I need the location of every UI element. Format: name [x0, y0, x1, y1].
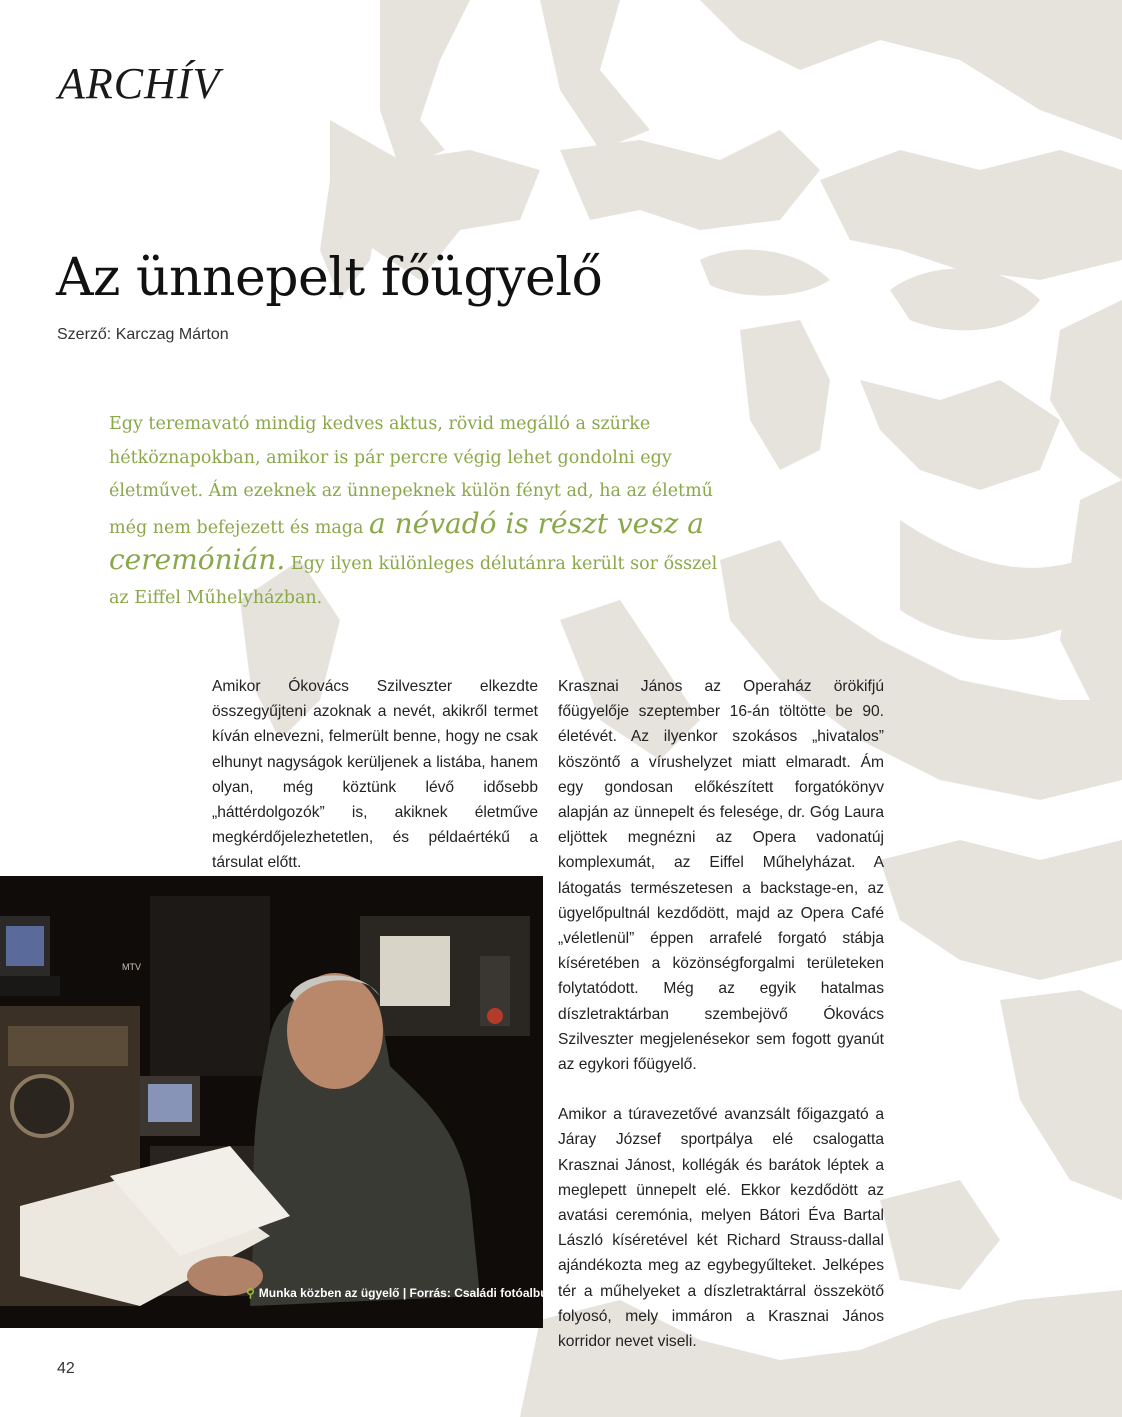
lead-text-start: Egy teremavató mindig kedves aktus, rövid megálló a szürke hétköznapokban, amikor is pár percre végig lehet gondolni egy életművet. Ám ezeknek az ünnepeknek külön fényt ad, ha az életmű még nem befejezett és maga [109, 414, 713, 538]
lead-highlight: a névadó is részt vesz a ceremónián. [109, 506, 704, 576]
body-paragraph: Krasznai János az Operaház örökifjú főügyelője szeptember 16-án töltötte be 90. életévét. Az ilyenkor szokásos „hivatalos” köszöntő a vírushelyzet miatt elmaradt. Ám egy gondosan előkészített forgatókönyv alapján az ünnepelt és felesége, dr. Góg Laura eljöttek megnézni az Opera vadonatúj komplexumát, az Eiffel Műhelyházat. A látogatás természetesen a backstage-en, az ügyelőpultnál kezdődött, majd az Opera Café „véletlenül” éppen arrafelé forgató stábja kíséretében a közönségforgalmi területeken folytatódott. Még az egyik hatalmas díszletraktárban szembejövő Ókovács Szilveszter megjelenésekor sem fogott gyanút az egykori főügyelő. [558, 678, 884, 1074]
page-number: 42 [57, 1360, 75, 1377]
location-pin-icon: ⚲ [246, 1286, 255, 1300]
article-title: Az ünnepelt főügyelő [56, 248, 603, 308]
article-photo [0, 876, 543, 1328]
body-paragraph: Amikor a túravezetővé avanzsált főigazgató a Járay József sportpálya elé csalogatta Krasznai Jánost, kollégák és barátok léptek a meglepett ünnepelt elé. Ekkor kezdődött az avatási ceremónia, melyen Bátori Éva Bartal László kíséretével két Richard Strauss-dallal ajándékozta meg az egybegyűlteket. Jelképes tér a műhelyeket a díszletraktárral összekötő folyosó, mely immáron a Krasznai János korridor nevet viseli. [558, 1106, 884, 1351]
photo-illustration [0, 876, 543, 1328]
section-label: ARCHÍV [58, 59, 221, 108]
photo-screen-label: MTV [122, 962, 141, 972]
lead-text-end: Egy ilyen különleges délutánra került sor ősszel az Eiffel Műhelyházban. [109, 554, 718, 608]
body-paragraph: Amikor Ókovács Szilveszter elkezdte összegyűjteni azoknak a nevét, akikről termet kíván elnevezni, felmerült benne, hogy ne csak elhunyt nagyságok kerüljenek a listába, hanem olyan, még köztünk lévő idősebb „háttérdolgozók” is, akiknek életműve megkérdőjelezhetetlen, és példaértékű a társulat előtt. [212, 678, 538, 872]
article-lead [109, 408, 729, 615]
body-column-1 [212, 674, 538, 876]
photo-caption-text: Munka közben az ügyelő | Forrás: Családi fotóalbum [258, 1286, 559, 1300]
article-author: Szerző: Karczag Márton [57, 326, 229, 343]
body-column-2 [558, 674, 884, 1379]
photo-caption [246, 1286, 558, 1300]
